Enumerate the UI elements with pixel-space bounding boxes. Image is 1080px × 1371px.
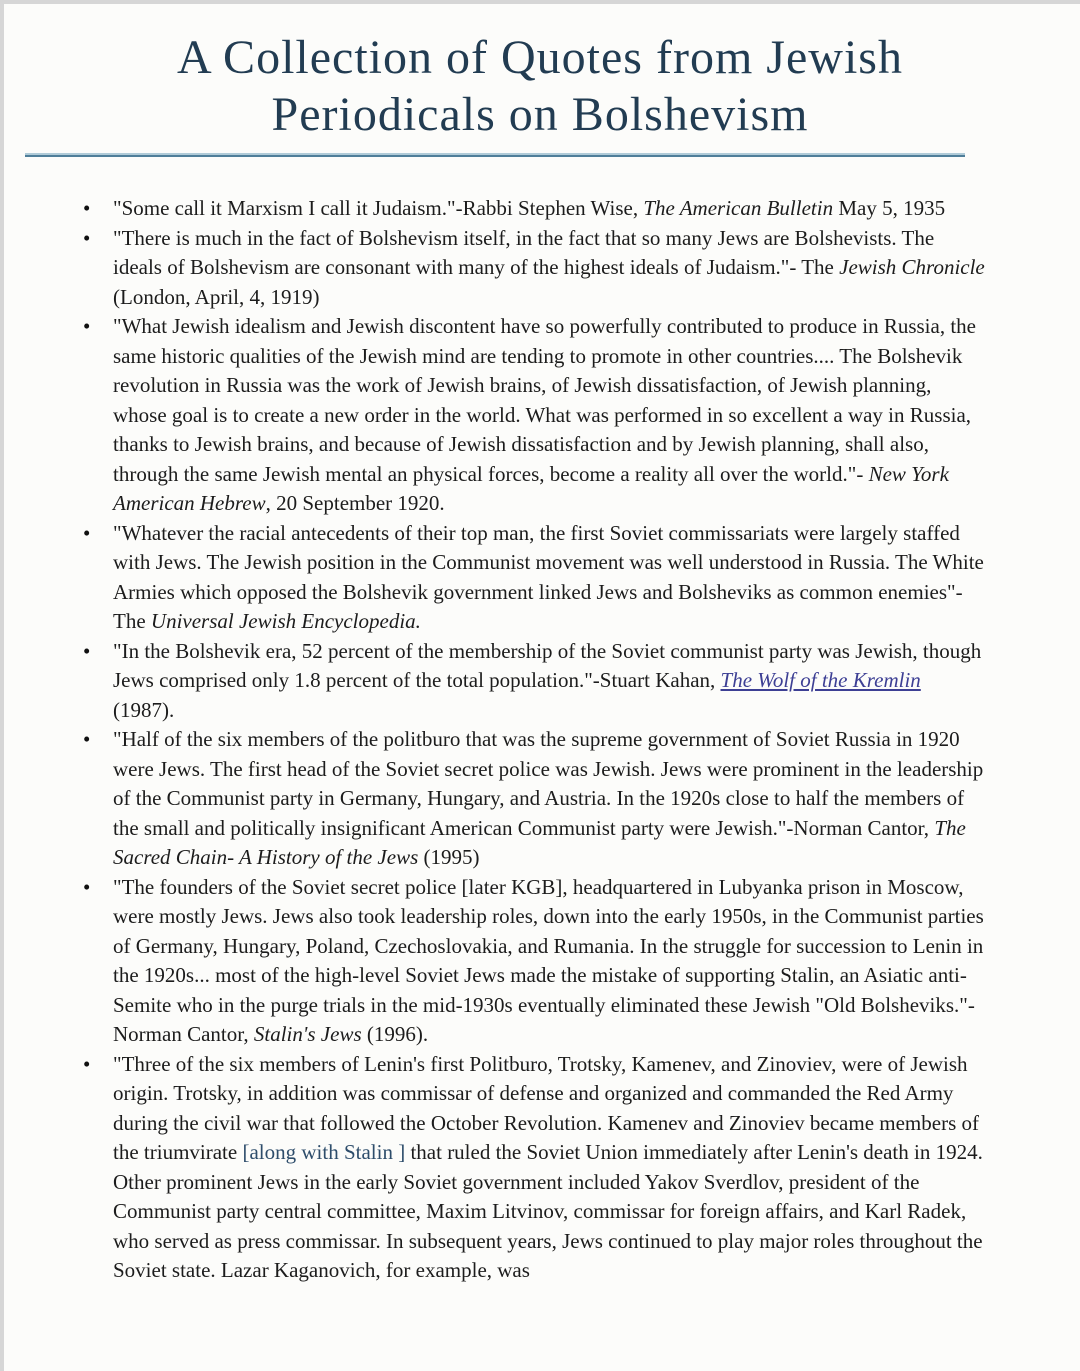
book-title-link[interactable]: The Wolf of the Kremlin — [720, 668, 921, 693]
list-item — [80, 224, 985, 313]
list-item — [80, 873, 985, 1050]
quotes-list — [80, 194, 985, 1286]
quote-text-segment: (1996). — [361, 1022, 429, 1047]
quote-text-segment: Jewish Chronicle — [839, 255, 985, 280]
list-item — [80, 519, 985, 637]
quote-text-segment: "Some call it Marxism I call it Judaism."-Rabbi Stephen Wise, — [113, 196, 644, 221]
quote-text-segment: Stalin's Jews — [253, 1022, 362, 1047]
quote-text-segment: (London, April, 4, 1919) — [113, 284, 320, 309]
quote-text-segment: "What Jewish idealism and Jewish discontent have so powerfully contributed to produce in Russia, the same historic qualities of the Jewish mind are tending to promote in other countries.... The Bolshevik revolution in Russia was the work of Jewish brains, of Jewish dissatisfaction, of Jewish planning, whose goal is to create a new order in the world. What was performed in so excellent a way in Russia, thanks to Jewish brains, and because of Jewish dissatisfaction and by Jewish planning, shall also, through the same Jewish mental an physical forces, become a reality all over the world."- — [113, 314, 976, 486]
list-item — [80, 312, 985, 519]
title-divider-rule — [25, 153, 965, 157]
quote-text-segment: , 20 September 1920. — [265, 491, 445, 516]
quote-text-segment: (1987). — [113, 697, 175, 722]
quote-text-segment: Universal Jewish Encyclopedia. — [150, 609, 421, 634]
quote-text-segment: New York American Hebrew — [113, 461, 949, 516]
quote-text-segment: [along with Stalin ] — [242, 1140, 406, 1165]
quote-text-segment: "Whatever the racial antecedents of their top man, the first Soviet commissariats were largely staffed with Jews. The Jewish position in the Communist movement was well understood in Russia. The White Armies which opposed the Bolshevik government linked Jews and Bolsheviks as common enemies"- The — [113, 520, 984, 634]
quote-text-segment: "The founders of the Soviet secret police [later KGB], headquartered in Lubyanka prison in Moscow, were mostly Jews. Jews also took leadership roles, down into the early 1950s, in the Communist parties of Germany, Hungary, Poland, Czechoslovakia, and Rumania. In the struggle for succession to Lenin in the 1920s... most of the high-level Soviet Jews made the mistake of supporting Stalin, an Asiatic anti-Semite who in the purge trials in the mid-1930s eventually eliminated these Jewish "Old Bolsheviks."-Norman Cantor, — [113, 874, 984, 1047]
quote-text-segment: "Half of the six members of the politburo that was the supreme government of Soviet Russia in 1920 were Jews. The first head of the Soviet secret police was Jewish. Jews were prominent in the leadership of the Communist party in Germany, Hungary, and Austria. In the 1920s close to half the members of the small and politically insignificant American Communist party were Jewish."-Norman Cantor, — [113, 727, 984, 840]
list-item — [80, 1050, 985, 1286]
quote-text-segment: "There is much in the fact of Bolshevism itself, in the fact that so many Jews are Bolshevists. The ideals of Bolshevism are consonant with many of the highest ideals of Judaism."- The — [113, 225, 935, 280]
screen-edge-top — [0, 0, 1080, 4]
quote-text-segment: The Sacred Chain- A History of the Jews — [113, 815, 966, 870]
list-item — [80, 194, 985, 224]
screen-edge-left — [0, 0, 4, 1371]
list-item — [80, 725, 985, 873]
quote-text-segment: May 5, 1935 — [833, 196, 946, 221]
page-title: A Collection of Quotes from Jewish Periodicals on Bolshevism — [177, 31, 903, 141]
quote-text-segment: The American Bulletin — [643, 196, 834, 221]
quote-text-segment: "Three of the six members of Lenin's first Politburo, Trotsky, Kamenev, and Zinoviev, were of Jewish origin. Trotsky, in addition was commissar of defense and organized and commanded the Red Army during the civil war that followed the October Revolution. Kamenev and Zinoviev became members of the triumvirate — [113, 1051, 979, 1165]
quote-text-segment: that ruled the Soviet Union immediately after Lenin's death in 1924. Other prominent Jews in the early Soviet government included Yakov Sverdlov, president of the Communist party central committee, Maxim Litvinov, commissar for foreign affairs, and Karl Radek, who served as press commissar. In subsequent years, Jews continued to play major roles throughout the Soviet state. Lazar Kaganovich, for example, was — [113, 1140, 983, 1283]
quote-text-segment: "In the Bolshevik era, 52 percent of the membership of the Soviet communist party was Jewish, though Jews comprised only 1.8 percent of the total population."-Stuart Kahan, — [113, 638, 982, 693]
list-item — [80, 637, 985, 726]
quote-text-segment: (1995) — [418, 845, 480, 870]
